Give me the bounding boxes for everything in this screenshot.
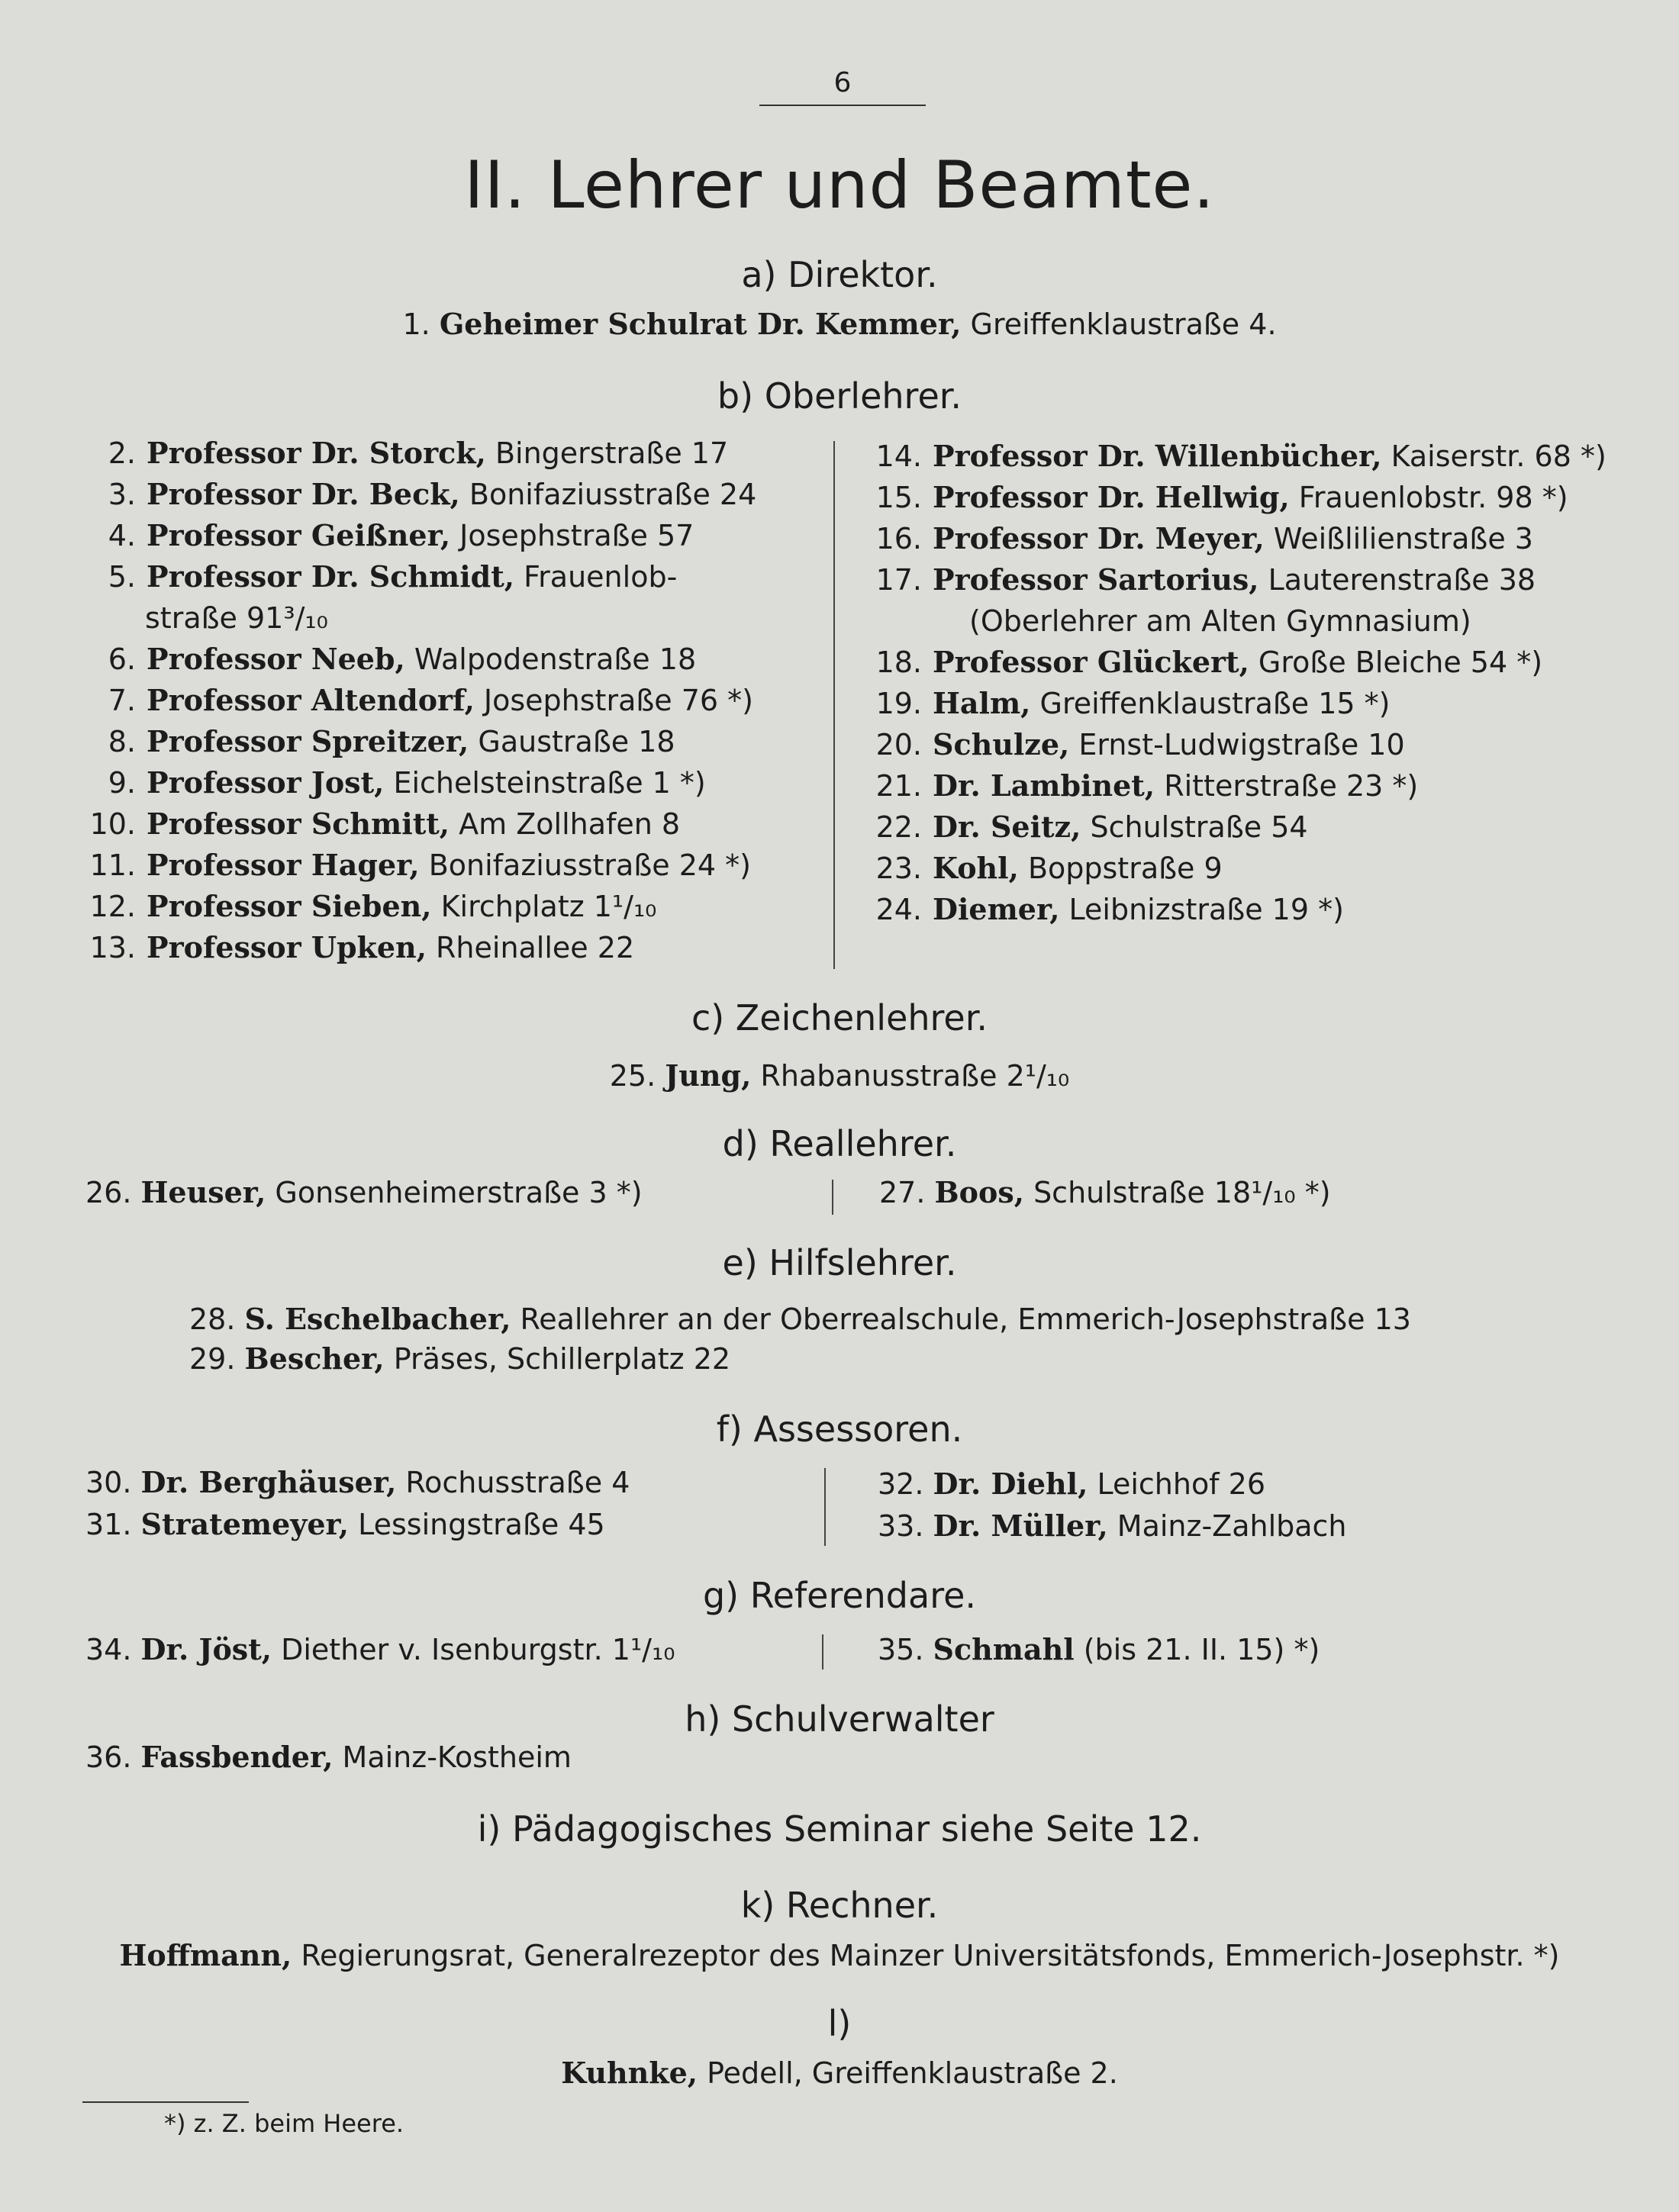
entry-address: Frauenlobstr. 98 *): [1298, 481, 1568, 514]
entry-number: 23.: [875, 852, 922, 885]
list-item: [84, 474, 756, 515]
entry-name: Kuhnke,: [561, 2056, 698, 2090]
section-a-heading: a) Direktor.: [741, 254, 938, 295]
list-item: [84, 927, 756, 968]
entry-name: Professor Dr. Meyer,: [933, 521, 1265, 555]
entry-number: 29.: [189, 1342, 236, 1376]
page-title: II. Lehrer und Beamte.: [464, 147, 1215, 224]
list-item: [870, 765, 1606, 807]
list-item: [870, 642, 1606, 683]
column-divider: [832, 1180, 833, 1215]
entry-name: Professor Upken,: [147, 930, 427, 964]
entry-address: Schulstraße 54: [1090, 810, 1308, 844]
entry-address: Bonifaziusstraße 24: [469, 478, 757, 511]
entry-number: 7.: [108, 684, 136, 717]
section-l-entry: [0, 2053, 1679, 2094]
entry-address: Greiffenklaustraße 4.: [970, 307, 1277, 341]
entry-number: 15.: [875, 481, 922, 514]
entry-name: Professor Hager,: [147, 848, 420, 882]
entry-address: Rheinallee 22: [436, 931, 635, 964]
entry-name: Professor Spreitzer,: [147, 724, 469, 758]
list-item: [84, 803, 756, 845]
entry-address: Walpodenstraße 18: [414, 642, 697, 676]
entry-number: 21.: [875, 769, 922, 803]
entry-name: Professor Neeb,: [147, 642, 405, 676]
entry-number: 2.: [108, 436, 136, 470]
entry-name: Diemer,: [933, 892, 1060, 926]
entry-name: Halm,: [933, 686, 1031, 720]
column-divider: [824, 1468, 826, 1546]
entry-address: Gaustraße 18: [478, 725, 675, 758]
entry-number: 34.: [85, 1633, 132, 1666]
entry-name: Dr. Berghäuser,: [140, 1465, 397, 1499]
entry-address: Rhabanusstraße 2¹/₁₀: [760, 1059, 1070, 1093]
entry-number: 11.: [89, 848, 136, 882]
entry-address: Josephstraße 76 *): [483, 684, 754, 717]
list-item: [84, 556, 756, 597]
entry-number: 3.: [108, 478, 136, 511]
entry-address: Große Bleiche 54 *): [1258, 646, 1543, 679]
section-a-entry: [0, 304, 1679, 345]
entry-address: Mainz-Kostheim: [342, 1740, 572, 1774]
entry-address: Frauenlob-: [524, 560, 678, 594]
section-h-entry: [85, 1737, 572, 1778]
section-d-heading: d) Reallehrer.: [722, 1123, 957, 1164]
list-item-continuation: [84, 597, 756, 639]
list-item: [870, 518, 1606, 559]
column-divider: [822, 1634, 823, 1669]
entry-name: Professor Dr. Hellwig,: [933, 480, 1290, 514]
entry-number: 6.: [108, 642, 136, 676]
section-b-left-column: [84, 433, 756, 968]
list-item: [870, 848, 1606, 889]
entry-name: Professor Jost,: [147, 765, 385, 800]
list-item: [870, 724, 1606, 765]
section-i-heading: i) Pädagogisches Seminar siehe Seite 12.: [477, 1808, 1202, 1850]
entry-number: 30.: [85, 1466, 132, 1499]
entry-address: Kaiserstr. 68 *): [1391, 440, 1606, 473]
entry-address: Bingerstraße 17: [495, 436, 729, 470]
list-item: [84, 762, 756, 803]
entry-name: S. Eschelbacher,: [244, 1302, 511, 1336]
section-b-right-column: [870, 436, 1606, 930]
list-item: [84, 680, 756, 721]
entry-number: 25.: [609, 1059, 656, 1093]
entry-name: Jung,: [665, 1058, 752, 1093]
section-e-entry: [189, 1338, 730, 1380]
entry-address: Weißlilienstraße 3: [1273, 522, 1533, 555]
entry-number: 35.: [878, 1633, 924, 1666]
section-c-entry: [0, 1055, 1679, 1096]
section-e-entry: [189, 1299, 1411, 1340]
entry-address: Präses, Schillerplatz 22: [393, 1342, 731, 1376]
entry-address: Boppstraße 9: [1027, 852, 1223, 885]
section-g-left-entry: [85, 1629, 675, 1670]
list-item: [84, 639, 756, 680]
section-f-heading: f) Assessoren.: [716, 1409, 963, 1450]
list-item: [84, 515, 756, 556]
entry-name: Dr. Seitz,: [933, 810, 1081, 844]
entry-number: 13.: [89, 931, 136, 964]
entry-number: 4.: [108, 519, 136, 552]
entry-address: Eichelsteinstraße 1 *): [393, 766, 706, 800]
section-d-left-entry: [85, 1172, 643, 1213]
section-f-left-entry: [85, 1462, 630, 1503]
entry-name: Professor Sieben,: [147, 889, 432, 923]
entry-number: 9.: [108, 766, 136, 800]
entry-name: Dr. Lambinet,: [933, 768, 1155, 803]
entry-name: Bescher,: [244, 1341, 385, 1376]
entry-name: Professor Schmitt,: [147, 807, 450, 841]
entry-number: 20.: [875, 728, 922, 761]
footnote: *) z. Z. beim Heere.: [164, 2109, 404, 2138]
entry-number: 32.: [878, 1467, 924, 1501]
section-f-right-entry: [878, 1505, 1347, 1547]
entry-address: Gonsenheimerstraße 3 *): [275, 1176, 643, 1209]
entry-name: Fassbender,: [140, 1740, 334, 1774]
entry-number: 17.: [875, 563, 922, 597]
list-item: [870, 683, 1606, 724]
entry-number: 16.: [875, 522, 922, 555]
entry-address: Pedell, Greiffenklaustraße 2.: [707, 2056, 1118, 2090]
list-item: [870, 436, 1606, 477]
entry-number: 27.: [879, 1176, 926, 1209]
entry-number: 1.: [402, 307, 430, 341]
entry-address: Rochusstraße 4: [405, 1466, 630, 1499]
entry-name: Dr. Müller,: [933, 1508, 1108, 1543]
entry-address: (bis 21. II. 15) *): [1083, 1633, 1320, 1666]
section-g-heading: g) Referendare.: [702, 1575, 977, 1616]
entry-name: Schmahl: [933, 1632, 1075, 1666]
entry-name: Professor Glückert,: [933, 645, 1249, 679]
section-k-entry: [0, 1935, 1679, 1976]
entry-name: Dr. Jöst,: [140, 1632, 272, 1666]
entry-address: Mainz-Zahlbach: [1117, 1509, 1347, 1543]
entry-address: Am Zollhafen 8: [459, 807, 681, 841]
section-g-right-entry: [878, 1629, 1320, 1670]
entry-name: Professor Geißner,: [147, 518, 451, 552]
entry-name: Heuser,: [140, 1175, 266, 1209]
footnote-rule: [82, 2101, 249, 2103]
entry-number: 10.: [89, 807, 136, 841]
entry-name: Dr. Diehl,: [933, 1467, 1088, 1501]
page-number-rule: [759, 105, 926, 106]
section-k-heading: k) Rechner.: [740, 1885, 939, 1926]
entry-number: 33.: [878, 1509, 924, 1543]
entry-address: (Oberlehrer am Alten Gymnasium): [969, 604, 1471, 638]
section-f-left-entry: [85, 1504, 605, 1545]
entry-address: Leichhof 26: [1097, 1467, 1265, 1501]
column-divider: [833, 441, 835, 969]
entry-name: Professor Dr. Storck,: [147, 436, 486, 470]
entry-address: Diether v. Isenburgstr. 1¹/₁₀: [281, 1633, 675, 1666]
entry-name: Kohl,: [933, 851, 1019, 885]
list-item: [84, 886, 756, 927]
entry-name: Professor Dr. Beck,: [147, 477, 460, 511]
list-item: [870, 807, 1606, 848]
section-h-heading: h) Schulverwalter: [685, 1698, 994, 1740]
entry-number: 36.: [85, 1740, 132, 1774]
entry-address: Ernst-Ludwigstraße 10: [1078, 728, 1405, 761]
entry-name: Hoffmann,: [119, 1938, 292, 1972]
list-item: [870, 559, 1606, 600]
list-item: [84, 721, 756, 762]
entry-name: Stratemeyer,: [140, 1507, 350, 1541]
entry-name: Professor Sartorius,: [933, 562, 1259, 597]
entry-address: Greiffenklaustraße 15 *): [1039, 687, 1391, 720]
entry-number: 5.: [108, 560, 136, 594]
entry-address: Schulstraße 18¹/₁₀ *): [1033, 1176, 1331, 1209]
section-d-right-entry: [879, 1172, 1331, 1213]
entry-number: 31.: [85, 1508, 132, 1541]
entry-address: Regierungsrat, Generalrezeptor des Mainzer Universitätsfonds, Emmerich-Josephstr. *): [301, 1939, 1560, 1972]
entry-number: 26.: [85, 1176, 132, 1209]
page-number: 6: [833, 67, 852, 98]
entry-address: Kirchplatz 1¹/₁₀: [440, 890, 657, 923]
entry-address: Leibnizstraße 19 *): [1068, 893, 1344, 926]
entry-number: 28.: [189, 1302, 236, 1336]
list-item: [870, 477, 1606, 518]
section-c-heading: c) Zeichenlehrer.: [691, 997, 988, 1038]
list-item-continuation: [870, 600, 1606, 642]
entry-number: 14.: [875, 440, 922, 473]
entry-name: Geheimer Schulrat Dr. Kemmer,: [439, 307, 962, 341]
entry-name: Professor Altendorf,: [147, 683, 475, 717]
section-f-right-entry: [878, 1463, 1265, 1505]
entry-number: 12.: [89, 890, 136, 923]
entry-name: Professor Dr. Schmidt,: [147, 559, 514, 594]
entry-number: 24.: [875, 893, 922, 926]
entry-name: Schulze,: [933, 727, 1070, 761]
entry-address: Reallehrer an der Oberrealschule, Emmerich-Josephstraße 13: [520, 1302, 1411, 1336]
section-b-heading: b) Oberlehrer.: [717, 375, 962, 417]
entry-address: Bonifaziusstraße 24 *): [428, 848, 751, 882]
section-l-heading: l): [827, 2003, 852, 2044]
list-item: [870, 889, 1606, 930]
entry-address: Lessingstraße 45: [358, 1508, 605, 1541]
entry-number: 8.: [108, 725, 136, 758]
entry-address: Ritterstraße 23 *): [1164, 769, 1419, 803]
entry-name: Professor Dr. Willenbücher,: [933, 439, 1382, 473]
section-e-heading: e) Hilfslehrer.: [722, 1242, 957, 1283]
list-item: [84, 433, 756, 474]
entry-number: 18.: [875, 646, 922, 679]
entry-address: Josephstraße 57: [459, 519, 694, 552]
entry-number: 22.: [875, 810, 922, 844]
entry-address: Lauterenstraße 38: [1268, 563, 1536, 597]
entry-number: 19.: [875, 687, 922, 720]
list-item: [84, 845, 756, 886]
entry-address: straße 91³/₁₀: [145, 601, 328, 635]
entry-name: Boos,: [934, 1175, 1024, 1209]
